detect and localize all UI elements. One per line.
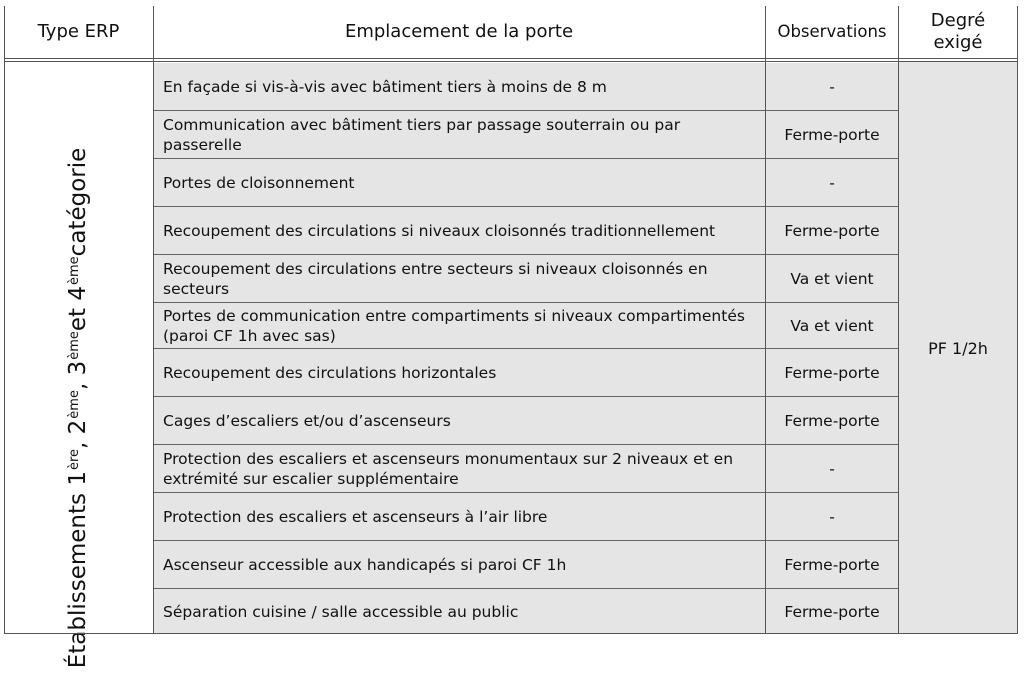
table-row: [153, 111, 898, 159]
header-location: Emplacement de la porte: [153, 6, 765, 58]
observation-cell: Ferme-porte: [784, 555, 880, 574]
location-cell: Portes de cloisonnement: [163, 173, 355, 192]
table-row: [153, 63, 898, 111]
observation-cell: Va et vient: [790, 269, 874, 288]
table-row: [153, 589, 898, 634]
observation-cell: Va et vient: [790, 316, 874, 335]
location-cell: Protection des escaliers et ascenseurs à l’air libre: [163, 507, 548, 526]
observation-cell: Ferme-porte: [784, 602, 880, 621]
observation-cell: -: [829, 77, 835, 96]
grid-line: [4, 58, 1018, 59]
header-observations: Observations: [766, 6, 898, 58]
observation-cell: Ferme-porte: [784, 411, 880, 430]
location-cell: En façade si vis-à-vis avec bâtiment tiers à moins de 8 m: [163, 77, 607, 96]
location-cell: Ascenseur accessible aux handicapés si paroi CF 1h: [163, 555, 567, 574]
grid-line: [4, 633, 1018, 634]
observation-cell: Ferme-porte: [784, 125, 880, 144]
location-cell: Recoupement des circulations entre secteurs si niveaux cloisonnés en secteurs: [163, 259, 708, 298]
grid-line: [4, 61, 1018, 62]
grid-line: [765, 6, 766, 634]
grid-line: [898, 6, 899, 634]
location-cell: Portes de communication entre compartiments si niveaux compartimentés (paroi CF 1h avec sas): [163, 306, 745, 345]
observation-cell: Ferme-porte: [784, 221, 880, 240]
grid-line: [4, 6, 5, 634]
observation-cell: -: [829, 507, 835, 526]
table-row: [153, 207, 898, 255]
table-row: [153, 541, 898, 589]
table-row: [153, 303, 898, 349]
table-row: [153, 159, 898, 207]
location-cell: Recoupement des circulations horizontales: [163, 363, 497, 382]
grid-line: [1017, 6, 1018, 634]
location-cell: Protection des escaliers et ascenseurs monumentaux sur 2 niveaux et en extrémité sur escalier supplémentaire: [163, 449, 734, 488]
table-row: [153, 349, 898, 397]
header-type-erp: Type ERP: [4, 6, 153, 58]
observation-cell: -: [829, 459, 835, 478]
location-cell: Cages d’escaliers et/ou d’ascenseurs: [163, 411, 451, 430]
table-row: [153, 397, 898, 445]
location-cell: Recoupement des circulations si niveaux cloisonnés traditionnellement: [163, 221, 716, 240]
degree-cell: PF 1/2h: [898, 62, 1018, 634]
table-row: [153, 445, 898, 493]
table-row: [153, 493, 898, 541]
location-cell: Communication avec bâtiment tiers par passage souterrain ou par passerelle: [163, 115, 681, 154]
location-cell: Séparation cuisine / salle accessible au public: [163, 602, 519, 621]
observation-cell: -: [829, 173, 835, 192]
type-erp-cell: [4, 62, 153, 669]
grid-line: [153, 6, 154, 634]
observation-cell: Ferme-porte: [784, 363, 880, 382]
header-degree: Degré exigé: [898, 6, 1018, 58]
type-erp-label: Établissements 1 $^{ère}$ , 2 $^{ème}$ , 3 $^{ème}$ et 4 $^{ème}$ catégorie: [65, 147, 91, 669]
table-row: [153, 255, 898, 303]
fire-door-table: [4, 2, 1018, 669]
